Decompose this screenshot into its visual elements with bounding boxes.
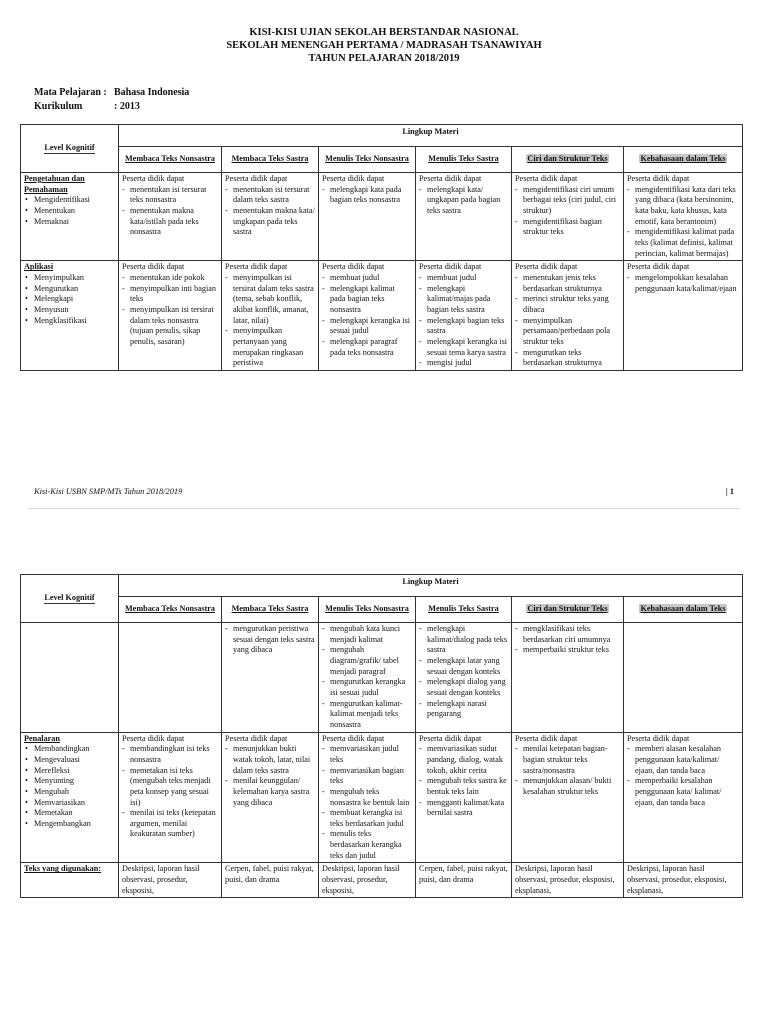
material-cell <box>119 173 222 261</box>
level-title: Penalaran <box>24 733 60 743</box>
material-cell <box>512 173 624 261</box>
indicator-item: - mengubah teks nonsastra ke bentuk lain <box>322 787 412 808</box>
indicator-item: - melengkapi latar yang sesuai dengan konteks <box>419 656 508 677</box>
page-number: | 1 <box>725 487 734 496</box>
material-cell <box>416 623 512 733</box>
material-cell <box>222 863 319 898</box>
indicator-list <box>322 273 412 358</box>
indicator-item: - melengkapi dialog yang sesuai dengan konteks <box>419 677 508 698</box>
indicator-item: - memvariasikan bagian teks <box>322 766 412 787</box>
material-cell <box>624 732 743 863</box>
level-skill-item: • Mengurutkan <box>24 284 115 295</box>
indicator-list <box>627 185 739 260</box>
indicator-list <box>515 624 620 656</box>
lingkup-materi-header: Lingkup Materi <box>119 125 743 147</box>
document-page-1 <box>0 0 768 508</box>
material-cell <box>119 732 222 863</box>
indicator-item: - membuat kerangka isi teks berdasarkan judul <box>322 808 412 829</box>
indicator-item: - memperbaiki kesalahan penggunaan kata/ kalimat/ ejaan, dan tanda baca <box>627 776 739 808</box>
indicator-item: - menunjukkan alasan/ bukti kesalahan struktur teks <box>515 776 620 797</box>
table-row <box>21 173 743 261</box>
col-header: Membaca Teks Nonsastra <box>119 597 222 623</box>
level-title: Pengetahuan dan Pemahaman <box>24 174 85 194</box>
col-header: Membaca Teks Nonsastra <box>119 147 222 173</box>
cell-intro: Peserta didik dapat <box>419 262 482 272</box>
document-title <box>0 26 768 65</box>
material-cell <box>222 732 319 863</box>
material-cell <box>624 623 743 733</box>
level-skill-item: • Memetakan <box>24 808 115 819</box>
indicator-item: - menilai isi teks (ketepatan argumen, menilai keakuratan sumber) <box>122 808 218 840</box>
level-cell <box>21 261 119 371</box>
indicator-list <box>419 185 508 217</box>
cell-intro: Peserta didik dapat <box>225 174 288 183</box>
material-cell <box>512 732 624 863</box>
title-line-3: TAHUN PELAJARAN 2018/2019 <box>308 53 460 65</box>
material-cell <box>319 732 416 863</box>
indicator-item: - mengurutkan kerangka isi sesuai judul <box>322 677 412 698</box>
indicator-list <box>419 744 508 819</box>
indicator-list <box>225 744 315 808</box>
cell-intro: Peserta didik dapat <box>122 174 185 183</box>
level-cell <box>21 623 119 733</box>
cell-intro: Peserta didik dapat <box>627 733 690 743</box>
cell-intro: Peserta didik dapat <box>627 262 690 272</box>
indicator-item: - memberi alasan kesalahan penggunaan kata/kalimat/ ejaan, dan tanda baca <box>627 744 739 776</box>
indicator-item: - memvariasikan sudut pandang, dialog, watak tokoh, akhir cerita <box>419 744 508 776</box>
kisi-kisi-table-continued <box>20 574 743 898</box>
indicator-list <box>322 185 412 206</box>
cell-text: Deskripsi, laporan hasil observasi, prosedur, eksposisi, eksplanasi, <box>515 864 615 895</box>
cell-text: Deskripsi, laporan hasil observasi, prosedur, eksposisi, eksplanasi, <box>627 864 727 895</box>
cell-text: Deskripsi, laporan hasil observasi, prosedur, eksposisi, <box>322 864 400 895</box>
level-skill-item: • Mengubah <box>24 787 115 798</box>
curriculum-label: Kurikulum <box>34 100 83 112</box>
col-header: Membaca Teks Sastra <box>222 597 319 623</box>
level-skill-item: • Mengklasifikasi <box>24 316 115 327</box>
indicator-item: - menilai ketepatan bagian-bagian struktur teks sastra/nonsastra <box>515 744 620 776</box>
material-cell <box>512 863 624 898</box>
cell-intro: Peserta didik dapat <box>122 262 185 272</box>
title-line-1: KISI-KISI UJIAN SEKOLAH BERSTANDAR NASIONAL <box>249 27 519 38</box>
indicator-item: - menyimpulkan isi tersirat dalam teks sastra (tema, sebab konflik, akibat konflik, amanat, latar, nilai) <box>225 273 315 326</box>
indicator-item: - menentukan makna kata/istilah pada teks nonsastra <box>122 206 218 238</box>
kisi-kisi-table <box>20 124 743 371</box>
level-kognitif-header: Level Kognitif <box>21 575 119 623</box>
cell-intro: Peserta didik dapat <box>225 733 288 743</box>
level-title: Aplikasi <box>24 262 54 272</box>
indicator-list <box>122 273 218 348</box>
col-header: Kebahasaan dalam Teks <box>624 147 743 173</box>
indicator-item: - melengkapi paragraf pada teks nonsastra <box>322 337 412 358</box>
level-skill-list <box>24 195 115 227</box>
table-row <box>21 623 743 733</box>
cell-intro: Peserta didik dapat <box>515 733 578 743</box>
table-row <box>21 261 743 371</box>
material-cell <box>222 261 319 371</box>
table-row <box>21 863 743 898</box>
cell-text: Cerpen, fabel, puisi rakyat, puisi, dan drama <box>419 864 508 885</box>
indicator-list <box>225 624 315 656</box>
level-skill-item: • Memvariasikan <box>24 798 115 809</box>
indicator-item: - melengkapi kalimat pada bagian teks nonsastra <box>322 284 412 316</box>
cell-intro: Peserta didik dapat <box>225 262 288 272</box>
material-cell <box>512 623 624 733</box>
cell-intro: Peserta didik dapat <box>627 174 690 183</box>
indicator-list <box>322 744 412 861</box>
col-header: Menulis Teks Sastra <box>416 147 512 173</box>
indicator-item: - melengkapi kalimat/dialog pada teks sastra <box>419 624 508 656</box>
title-line-2: SEKOLAH MENENGAH PERTAMA / MADRASAH TSANAWIYAH <box>226 40 542 52</box>
cell-text: Deskripsi, laporan hasil observasi, prosedur, eksposisi, <box>122 864 200 895</box>
level-cell <box>21 863 119 898</box>
material-cell <box>119 623 222 733</box>
material-cell <box>319 173 416 261</box>
indicator-item: - memperbaiki struktur teks <box>515 645 620 656</box>
indicator-item: - mengurutkan teks berdasarkan strukturnya <box>515 348 620 369</box>
level-skill-item: • Merefleksi <box>24 766 115 777</box>
level-skill-list <box>24 273 115 326</box>
indicator-item: - melengkapi kata/ ungkapan pada bagian teks sastra <box>419 185 508 217</box>
level-cell <box>21 732 119 863</box>
indicator-item: - mengelompokkan kesalahan penggunaan kata/kalimat/ejaan <box>627 273 739 294</box>
level-skill-item: • Menentukan <box>24 206 115 217</box>
material-cell <box>624 173 743 261</box>
indicator-list <box>225 273 315 369</box>
indicator-item: - merinci struktur teks yang dibaca <box>515 294 620 315</box>
indicator-item: - membandingkan isi teks nonsastra <box>122 744 218 765</box>
level-kognitif-header: Level Kognitif <box>21 125 119 173</box>
indicator-list <box>515 185 620 238</box>
indicator-item: - melengkapi kalimat/majas pada bagian teks sastra <box>419 284 508 316</box>
indicator-item: - mengidentifikasi ciri umum berbagai teks (ciri judul, ciri struktur) <box>515 185 620 217</box>
col-header: Ciri dan Struktur Teks <box>512 597 624 623</box>
material-cell <box>119 863 222 898</box>
indicator-item: - mengklasifikasi teks berdasarkan ciri umumnya <box>515 624 620 645</box>
indicator-item: - menyimpulkan inti bagian teks <box>122 284 218 305</box>
level-skill-item: • Menyusun <box>24 305 115 316</box>
level-skill-item: • Memaknai <box>24 217 115 228</box>
subject-value: Bahasa Indonesia <box>114 87 190 98</box>
indicator-item: - menentukan ide pokok <box>122 273 218 284</box>
material-cell <box>416 261 512 371</box>
col-header: Ciri dan Struktur Teks <box>512 147 624 173</box>
cell-intro: Peserta didik dapat <box>515 262 578 272</box>
material-cell <box>319 623 416 733</box>
level-title: Teks yang digunakan: <box>24 864 102 874</box>
indicator-item: - mengubah teks sastra ke bentuk teks lain <box>419 776 508 797</box>
indicator-item: - menentukan jenis teks berdasarkan strukturnya <box>515 273 620 294</box>
indicator-item: - mengganti kalimat/kata bernilai sastra <box>419 798 508 819</box>
indicator-list <box>122 744 218 840</box>
level-skill-item: • Menyunting <box>24 776 115 787</box>
page-footer <box>34 487 734 498</box>
indicator-item: - menyimpulkan persamaan/perbedaan pola struktur teks <box>515 316 620 348</box>
indicator-list <box>515 273 620 369</box>
indicator-list <box>225 185 315 238</box>
indicator-item: - melengkapi narasi pengarang <box>419 699 508 720</box>
level-skill-item: • Mengembangkan <box>24 819 115 830</box>
col-header: Menulis Teks Nonsastra <box>319 597 416 623</box>
document-meta <box>34 86 189 113</box>
indicator-item: - mengubah diagram/grafik/ tabel menjadi paragraf <box>322 645 412 677</box>
indicator-item: - mengidentifikasi kata dari teks yang dibaca (kata bersinonim, kata baku, kata khusus, kata emotif, kata berantonim) <box>627 185 739 228</box>
level-skill-item: • Mengidentifikasi <box>24 195 115 206</box>
indicator-item: - melengkapi kerangka isi sesuai tema karya sastra <box>419 337 508 358</box>
indicator-list <box>515 744 620 797</box>
cell-intro: Peserta didik dapat <box>322 733 385 743</box>
level-skill-item: • Mengevaluasi <box>24 755 115 766</box>
material-cell <box>319 863 416 898</box>
indicator-item: - mengubah kata kunci menjadi kalimat <box>322 624 412 645</box>
cell-intro: Peserta didik dapat <box>419 174 482 183</box>
cell-intro: Peserta didik dapat <box>322 262 385 272</box>
indicator-item: - membuat judul <box>419 273 508 284</box>
page-separator <box>28 508 740 509</box>
cell-intro: Peserta didik dapat <box>322 174 385 183</box>
col-header: Kebahasaan dalam Teks <box>624 597 743 623</box>
material-cell <box>624 261 743 371</box>
material-cell <box>416 863 512 898</box>
indicator-item: - melengkapi bagian teks sastra <box>419 316 508 337</box>
material-cell <box>512 261 624 371</box>
curriculum-value: : 2013 <box>114 100 140 112</box>
material-cell <box>624 863 743 898</box>
indicator-item: - menilai keunggulan/ kelemahan karya sastra yang dibaca <box>225 776 315 808</box>
indicator-list <box>419 624 508 720</box>
material-cell <box>222 173 319 261</box>
col-header: Membaca Teks Sastra <box>222 147 319 173</box>
indicator-list <box>627 273 739 294</box>
indicator-item: - mengidentifikasi kalimat pada teks (kalimat definisi, kalimat perincian, kalimat bermajas) <box>627 227 739 259</box>
indicator-list <box>627 744 739 808</box>
level-skill-list <box>24 744 115 829</box>
level-cell <box>21 173 119 261</box>
table-row <box>21 732 743 863</box>
cell-text: Cerpen, fabel, puisi rakyat, puisi, dan drama <box>225 864 314 885</box>
indicator-item: - melengkapi kerangka isi sesuai judul <box>322 316 412 337</box>
indicator-item: - menunjukkan bukti watak tokoh, latar, nilai dalam teks sastra <box>225 744 315 776</box>
footer-text: Kisi-Kisi USBN SMP/MTs Tahun 2018/2019 <box>34 487 183 496</box>
indicator-item: - mengurutkan peristiwa sesuai dengan teks sastra yang dibaca <box>225 624 315 656</box>
indicator-item: - memvariasikan judul teks <box>322 744 412 765</box>
indicator-item: - mengidentifikasi bagian struktur teks <box>515 217 620 238</box>
col-header: Menulis Teks Nonsastra <box>319 147 416 173</box>
cell-intro: Peserta didik dapat <box>122 733 185 743</box>
col-header: Menulis Teks Sastra <box>416 597 512 623</box>
indicator-list <box>322 624 412 731</box>
cell-intro: Peserta didik dapat <box>419 733 482 743</box>
level-skill-item: • Membandingkan <box>24 744 115 755</box>
indicator-item: - menentukan isi tersurat teks nonsastra <box>122 185 218 206</box>
indicator-item: - melengkapi kata pada bagian teks nonsastra <box>322 185 412 206</box>
subject-label: Mata Pelajaran : <box>34 87 107 98</box>
level-skill-item: • Melengkapi <box>24 294 115 305</box>
indicator-item: - menulis teks berdasarkan kerangka teks dan judul <box>322 829 412 861</box>
indicator-item: - membuat judul <box>322 273 412 284</box>
document-page-2 <box>0 548 768 1024</box>
lingkup-materi-header: Lingkup Materi <box>119 575 743 597</box>
indicator-item: - menyimpulkan pertanyaan yang merupakan ringkasan peristiwa <box>225 326 315 369</box>
indicator-item: - menyimpulkan isi tersirat dalam teks nonsastra (tujuan penulis, sikap penulis, sasaran) <box>122 305 218 348</box>
indicator-list <box>122 185 218 238</box>
indicator-item: - mengisi judul <box>419 358 508 369</box>
indicator-list <box>419 273 508 369</box>
material-cell <box>416 732 512 863</box>
indicator-item: - memetakan isi teks (mengubah teks menjadi peta konsep yang sesuai isi) <box>122 766 218 809</box>
indicator-item: - mengurutkan kalimat-kalimat menjadi teks nonsastra <box>322 699 412 731</box>
material-cell <box>119 261 222 371</box>
material-cell <box>416 173 512 261</box>
material-cell <box>222 623 319 733</box>
cell-intro: Peserta didik dapat <box>515 174 578 183</box>
indicator-item: - menentukan isi tersurat dalam teks sastra <box>225 185 315 206</box>
indicator-item: - menentukan makna kata/ ungkapan pada teks sastra <box>225 206 315 238</box>
level-skill-item: • Menyimpulkan <box>24 273 115 284</box>
material-cell <box>319 261 416 371</box>
